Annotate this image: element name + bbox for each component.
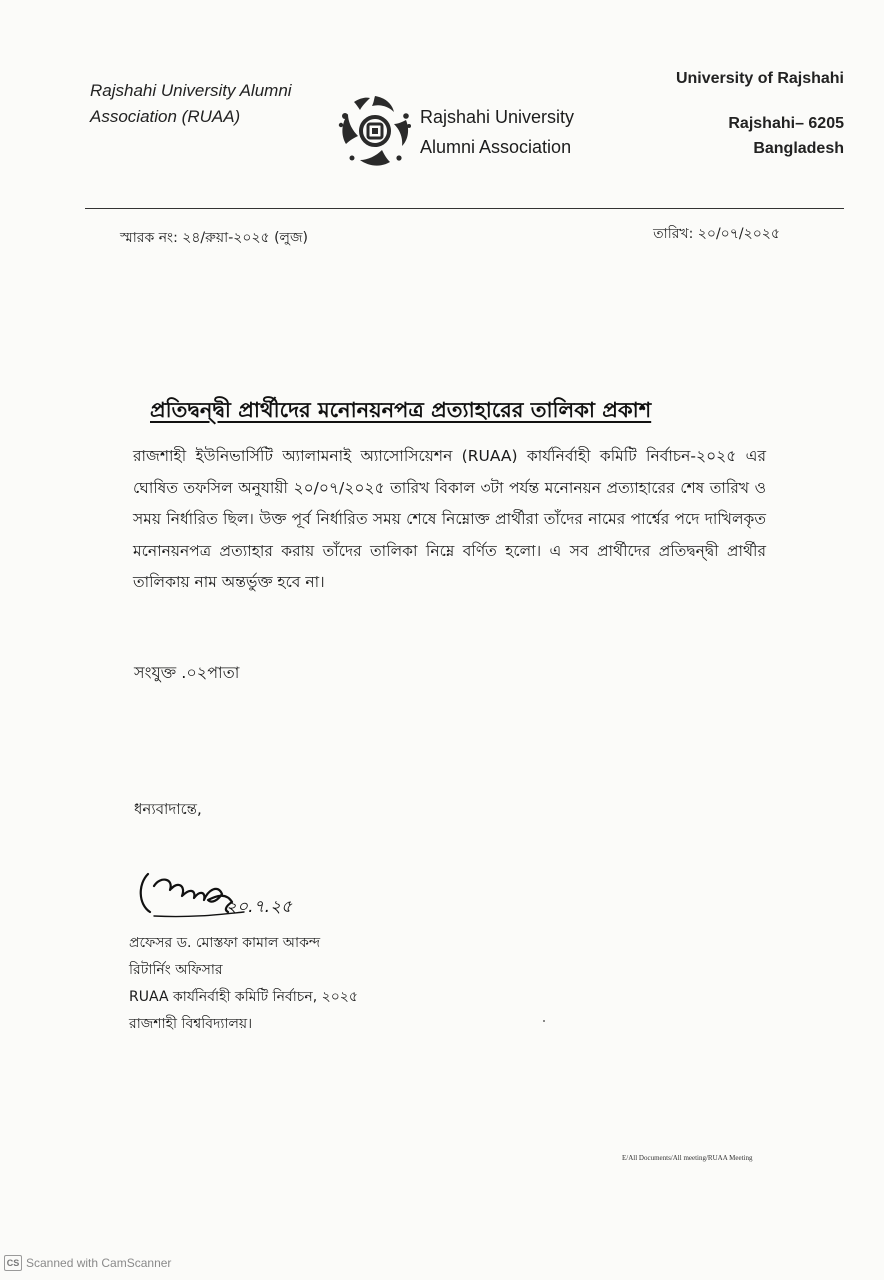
notice-title: প্রতিদ্বন্দ্বী প্রার্থীদের মনোনয়নপত্র প্রত্যাহারের তালিকা প্রকাশ: [150, 398, 652, 422]
signatory-block: [129, 930, 358, 1038]
address-city: Rajshahi– 6205: [728, 115, 844, 132]
address-block: [728, 111, 844, 161]
association-line-2: Association (RUAA): [90, 107, 241, 126]
signatory-committee: RUAA কার্যনির্বাহী কমিটি নির্বাচন, ২০২৫: [129, 989, 358, 1005]
logo-wordmark: [420, 102, 574, 162]
file-path-note: E/All Documents/All meeting/RUAA Meeting: [622, 1154, 753, 1162]
memo-reference: স্মারক নং: ২৪/রুয়া-২০২৫ (লুজ): [120, 230, 308, 246]
memo-date: তারিখ: ২০/০৭/২০২৫: [653, 226, 780, 242]
logo-line-2: Alumni Association: [420, 137, 572, 157]
signatory-designation: রিটার্নিং অফিসার: [129, 962, 223, 978]
signatory-name: প্রফেসর ড. মোস্তফা কামাল আকন্দ: [129, 935, 321, 951]
camscanner-logo-icon: CS: [4, 1255, 22, 1271]
scan-speck: [543, 1020, 545, 1022]
ruaa-logo-icon: [336, 92, 414, 170]
university-name: University of Rajshahi: [675, 70, 844, 87]
association-line-1: Rajshahi University Alumni: [90, 81, 292, 100]
camscanner-text: Scanned with CamScanner: [26, 1256, 172, 1270]
handwritten-signature: [134, 860, 364, 930]
camscanner-watermark: [4, 1255, 171, 1271]
signatory-institution: রাজশাহী বিশ্ববিদ্যালয়।: [129, 1016, 253, 1032]
letterhead-divider: [85, 208, 844, 209]
signature-date: ২০.৭.২৫: [226, 897, 293, 917]
notice-body: রাজশাহী ইউনিভার্সিটি অ্যালামনাই অ্যাসোসিয়েশন (RUAA) কার্যনির্বাহী কমিটি নির্বাচন-২০২৫ এর ঘোষিত তফসিল অনুযায়ী ২০/০৭/২০২৫ তারিখ বিকাল ৩টা পর্যন্ত মনোনয়ন প্রত্যাহারের শেষ তারিখ ও সময় নির্ধারিত ছিল। উক্ত পূর্ব নির্ধারিত সময় শেষে নিম্নোক্ত প্রার্থীরা তাঁদের নামের পার্শ্বের পদে দাখিলকৃত মনোনয়নপত্র প্রত্যাহার করায় তাঁদের তালিকা নিম্নে বর্ণিত হলো। এ সব প্রার্থীদের প্রতিদ্বন্দ্বী প্রার্থীর তালিকায় নাম অন্তর্ভুক্ত হবে না।: [133, 447, 766, 591]
address-country: Bangladesh: [753, 140, 844, 157]
association-name-left: [90, 78, 292, 130]
logo-line-1: Rajshahi University: [420, 107, 575, 127]
closing-salutation: ধন্যবাদান্তে,: [134, 800, 202, 818]
enclosure-note: সংযুক্ত .০২পাতা: [134, 663, 240, 682]
